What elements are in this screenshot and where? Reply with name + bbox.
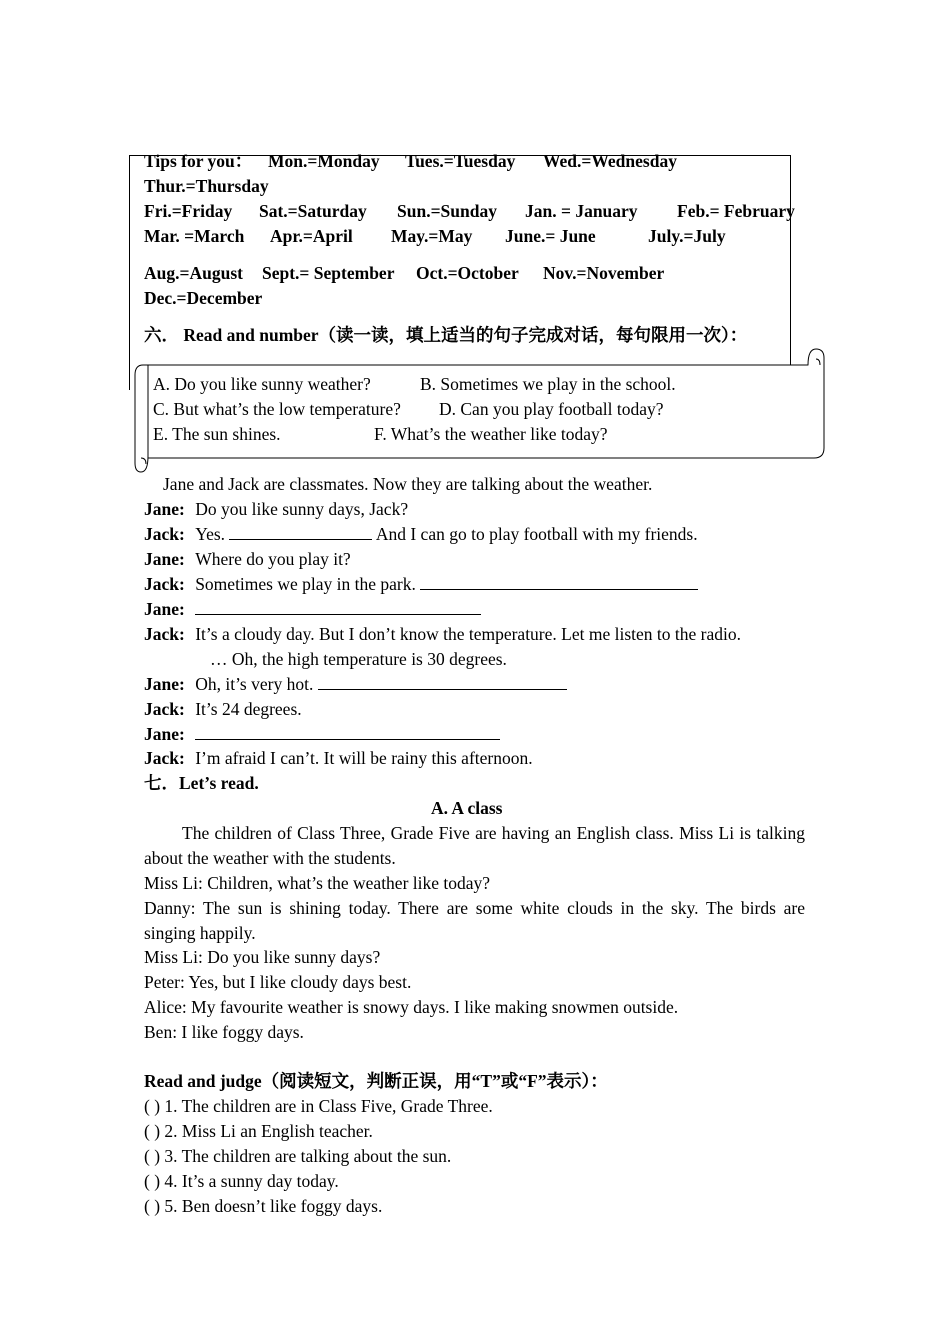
dialogue-line: Jack: It’s a cloudy day. But I don’t know the temperature. Let me listen to the radio. — [144, 624, 741, 644]
judge-item: ( ) 2. Miss Li an English teacher. — [144, 1121, 373, 1141]
passage-line: Ben: I like foggy days. — [144, 1022, 304, 1042]
answer-blank[interactable] — [420, 572, 698, 590]
judge-item: ( ) 1. The children are in Class Five, Grade Three. — [144, 1096, 493, 1116]
dialogue-line: Jack: Sometimes we play in the park. — [144, 572, 698, 597]
judge-item: ( ) 5. Ben doesn’t like foggy days. — [144, 1196, 383, 1216]
judge-heading: Read and judge（阅读短文，判断正误，用“T”或“F”表示）： — [144, 1071, 608, 1091]
tips-line-5: Aug.=August Sept.= September Oct.=October Nov.=November — [144, 263, 665, 283]
dialogue-line: Jack: It’s 24 degrees. — [144, 699, 302, 719]
passage-line: Miss Li: Do you like sunny days? — [144, 947, 381, 967]
dialogue-line: Jack: I’m afraid I can’t. It will be rainy this afternoon. — [144, 748, 533, 768]
answer-blank[interactable] — [229, 522, 372, 540]
dialogue-line: Jane: Where do you play it? — [144, 549, 351, 569]
answer-blank[interactable] — [195, 722, 500, 740]
tips-line-6: Dec.=December — [144, 288, 263, 308]
judge-item: ( ) 3. The children are talking about the sun. — [144, 1146, 452, 1166]
tips-line-1: Tips for you： Mon.=Monday Tues.=Tuesday Wed.=Wednesday — [144, 151, 677, 171]
dialogue-line: Jane: Oh, it’s very hot. — [144, 672, 567, 697]
answer-blank[interactable] — [195, 597, 481, 615]
dialogue-intro: Jane and Jack are classmates. Now they are talking about the weather. — [163, 474, 653, 494]
tips-line-2: Thur.=Thursday — [144, 176, 269, 196]
passage-line: Miss Li: Children, what’s the weather like today? — [144, 873, 491, 893]
answer-blank[interactable] — [318, 672, 567, 690]
tips-line-4: Mar. =March Apr.=April May.=May June.= June July.=July — [144, 226, 726, 246]
dialogue-line: Jack: Yes. And I can go to play football with my friends. — [144, 524, 698, 544]
dialogue-line: Jane: Do you like sunny days, Jack? — [144, 499, 409, 519]
dialogue-line: Jane: — [144, 597, 481, 622]
passage-paragraph: Danny: The sun is shining today. There are some white clouds in the sky. The birds are singing happily. — [144, 898, 805, 943]
passage-title: A. A class — [431, 798, 503, 818]
passage-line: Alice: My favourite weather is snowy days. I like making snowmen outside. — [144, 997, 679, 1017]
option-e: E. The sun shines. — [153, 424, 281, 444]
section-6-heading: 六． Read and number（读一读，填上适当的句子完成对话，每句限用一次）： — [144, 325, 748, 345]
option-f: F. What’s the weather like today? — [374, 424, 608, 444]
passage-paragraph: The children of Class Three, Grade Five are having an English class. Miss Li is talking about the weather with the students. — [144, 823, 805, 868]
judge-item: ( ) 4. It’s a sunny day today. — [144, 1171, 339, 1191]
tips-line-3: Fri.=Friday Sat.=Saturday Sun.=Sunday Jan. = January Feb.= February — [144, 201, 795, 221]
option-a: A. Do you like sunny weather? — [153, 374, 371, 394]
passage-line: Peter: Yes, but I like cloudy days best. — [144, 972, 412, 992]
option-c: C. But what’s the low temperature? — [153, 399, 401, 419]
option-b: B. Sometimes we play in the school. — [420, 374, 676, 394]
dialogue-line: Jane: — [144, 722, 500, 747]
section-7-heading: 七．Let’s read. — [144, 773, 259, 793]
option-d: D. Can you play football today? — [439, 399, 664, 419]
dialogue-continuation: … Oh, the high temperature is 30 degrees. — [210, 649, 507, 669]
tips-label: Tips for you： — [144, 151, 253, 171]
